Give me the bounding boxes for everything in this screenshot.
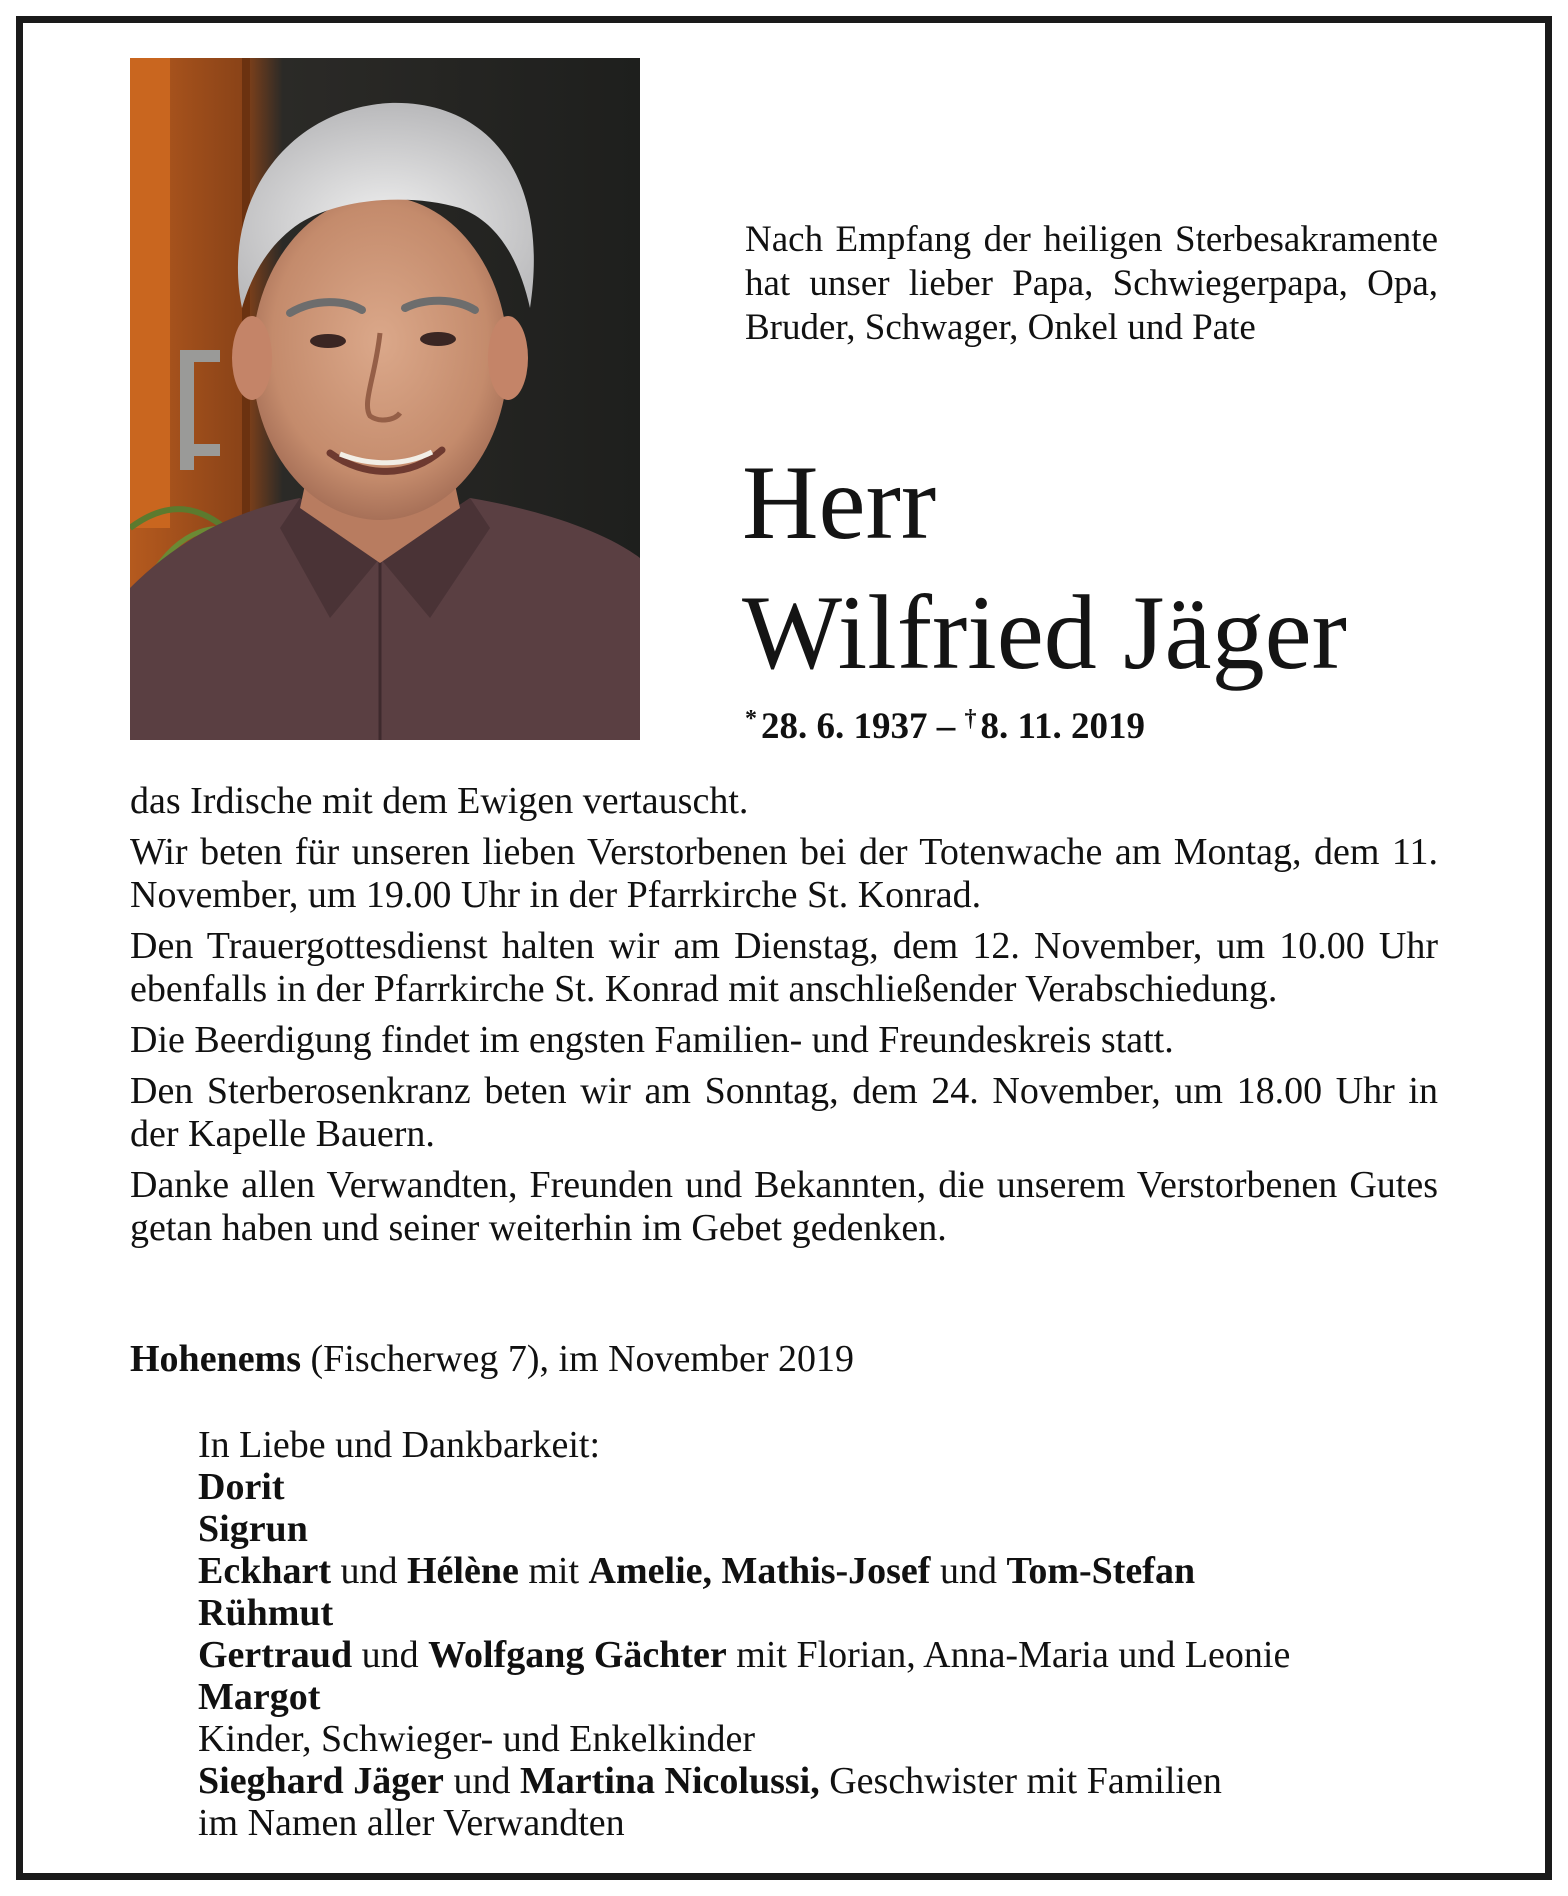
mourner-line-eckhart: Eckhart und Hélène mit Amelie, Mathis-Josef und Tom-Stefan (198, 1550, 1196, 1592)
paragraph-rosary: Den Sterberosenkranz beten wir am Sonntag, dem 24. November, um 18.00 Uhr in der Kapelle Bauern. (130, 1070, 1438, 1155)
place-and-date (130, 1338, 1438, 1381)
intro-text: Nach Empfang der heiligen Sterbesakramente hat unser lieber Papa, Schwiegerpapa, Opa, Bruder, Schwager, Onkel und Pate (745, 219, 1438, 348)
mourner-dorit: Dorit (198, 1466, 285, 1508)
paragraph-exchange: das Irdische mit dem Ewigen vertauscht. (130, 780, 749, 822)
mourner-relatives-line: im Namen aller Verwandten (198, 1802, 625, 1844)
paragraph-wake: Wir beten für unseren lieben Verstorbenen bei der Totenwache am Montag, dem 11. November, um 19.00 Uhr in der Pfarrkirche St. Konrad. (130, 831, 1438, 916)
death-date: 8. 11. 2019 (980, 706, 1145, 747)
signoff-heading: In Liebe und Dankbarkeit: (198, 1424, 601, 1466)
life-dates (745, 705, 1145, 748)
salutation-title: Herr (742, 444, 937, 561)
mourner-ruehmut: Rühmut (198, 1592, 334, 1634)
mourner-line-gertraud: Gertraud und Wolfgang Gächter mit Florian, Anna-Maria und Leonie (198, 1634, 1291, 1676)
date-separator: – (936, 706, 956, 747)
paragraph-burial: Die Beerdigung findet im engsten Familien- und Freundeskreis statt. (130, 1019, 1174, 1061)
mourner-line-sieghard: Sieghard Jäger und Martina Nicolussi, Geschwister mit Familien (198, 1760, 1222, 1802)
mourner-sigrun: Sigrun (198, 1508, 308, 1550)
mourners-list (198, 1424, 1438, 1844)
town-name: Hohenems (130, 1338, 301, 1380)
portrait-illustration (130, 58, 640, 740)
birth-symbol: * (745, 706, 757, 732)
address-and-month: (Fischerweg 7), im November 2019 (301, 1338, 854, 1380)
portrait-photo (130, 58, 640, 740)
birth-date: 28. 6. 1937 (761, 706, 928, 747)
deceased-name: Wilfried Jäger (742, 574, 1347, 691)
announcement-body (130, 780, 1438, 1258)
paragraph-funeral-service: Den Trauergottesdienst halten wir am Dienstag, dem 12. November, um 10.00 Uhr ebenfalls in der Pfarrkirche St. Konrad mit anschließender Verabschiedung. (130, 925, 1438, 1010)
mourner-margot: Margot (198, 1676, 321, 1718)
mourner-children-line: Kinder, Schwieger- und Enkelkinder (198, 1718, 755, 1760)
paragraph-thanks: Danke allen Verwandten, Freunden und Bekannten, die unserem Verstorbenen Gutes getan haben und seiner weiterhin im Gebet gedenken. (130, 1164, 1438, 1249)
death-symbol: † (964, 706, 977, 732)
